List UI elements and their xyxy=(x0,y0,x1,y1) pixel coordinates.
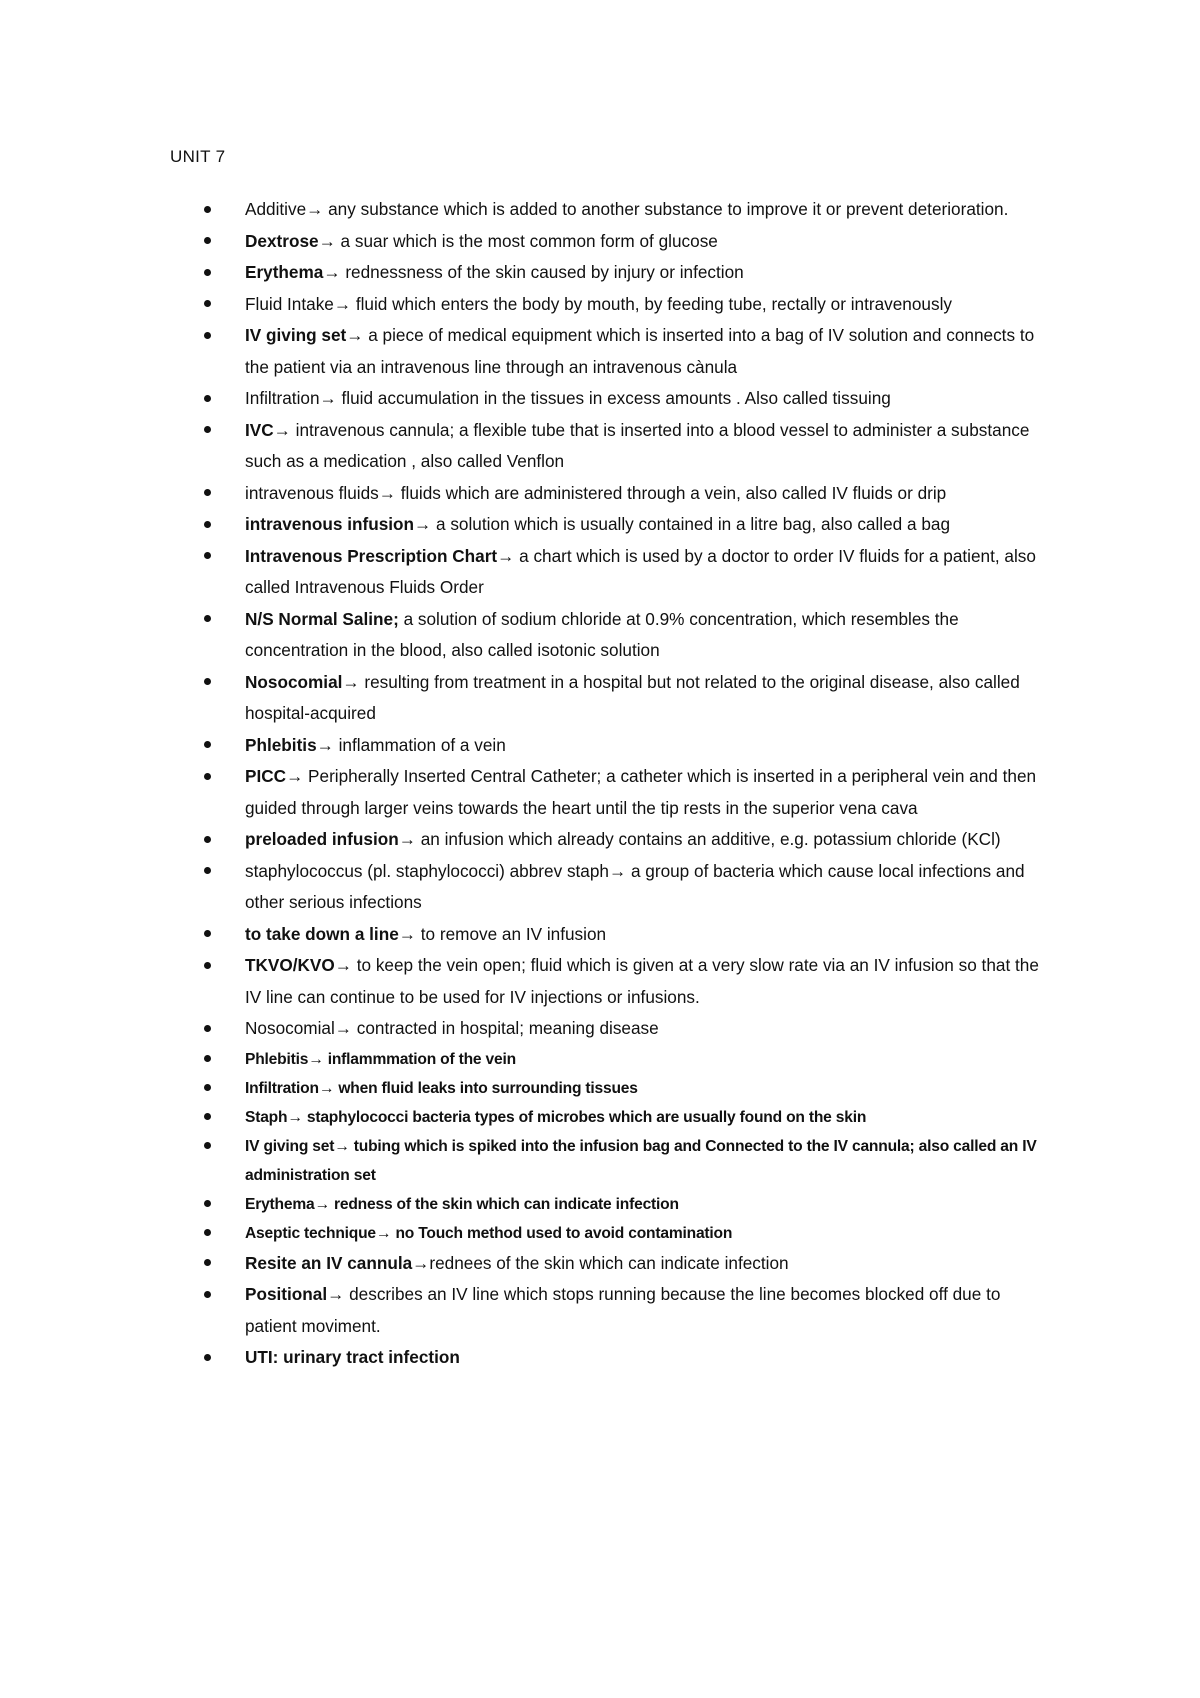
glossary-term: Erythema xyxy=(245,262,324,282)
glossary-definition: a chart which is used by a doctor to order IV fluids for a patient, also called Intravenous Fluids Order xyxy=(245,545,1036,597)
bullet-icon xyxy=(204,1279,212,1311)
arrow-icon: → xyxy=(398,923,421,944)
glossary-term: Infiltration xyxy=(245,388,320,408)
glossary-definition: to keep the vein open; fluid which is given at a very slow rate via an IV infusion so that the IV line can continue to be used for IV injections or infusions. xyxy=(245,955,1039,1007)
glossary-item xyxy=(245,289,1050,321)
glossary-item xyxy=(245,761,1050,824)
glossary-definition: tubing which is spiked into the infusion bag and Connected to the IV cannula; also called an IV administration set xyxy=(245,1137,1037,1184)
glossary-term: Infiltration xyxy=(245,1079,319,1097)
arrow-icon: → xyxy=(273,419,296,440)
arrow-icon: → xyxy=(287,1108,307,1126)
arrow-icon: → xyxy=(342,671,365,692)
glossary-definition: redness of the skin which can indicate infection xyxy=(334,1195,679,1213)
bullet-icon xyxy=(204,667,212,699)
arrow-icon: → xyxy=(318,230,341,251)
glossary-item xyxy=(245,730,1050,762)
glossary-item xyxy=(245,1248,1050,1280)
glossary-definition: inflammation of a vein xyxy=(338,734,506,755)
glossary-item xyxy=(245,1013,1050,1045)
glossary-item xyxy=(245,257,1050,289)
glossary-definition: resulting from treatment in a hospital but not related to the original disease, also called hospital-acquired xyxy=(245,671,1020,723)
glossary-definition: inflammmation of the vein xyxy=(327,1050,516,1068)
glossary-definition: any substance which is added to another substance to improve it or prevent deterioration. xyxy=(328,199,1009,219)
arrow-icon: → xyxy=(286,766,309,786)
arrow-icon: → xyxy=(398,829,421,849)
glossary-item xyxy=(245,604,1050,667)
glossary-definition: Peripherally Inserted Central Catheter; a catheter which is inserted in a peripheral vein and then guided through larger veins towards the heart until the tip rests in the superior vena cava xyxy=(245,766,1037,818)
bullet-icon xyxy=(204,1132,212,1161)
glossary-item xyxy=(245,415,1050,478)
bullet-icon xyxy=(204,761,212,793)
bullet-icon xyxy=(204,289,212,321)
arrow-icon: → xyxy=(346,325,369,345)
bullet-icon xyxy=(204,604,212,636)
glossary-definition: fluids which are administered through a vein, also called IV fluids or drip xyxy=(400,482,947,503)
glossary-term: to take down a line xyxy=(245,923,399,944)
arrow-icon: → xyxy=(306,199,329,219)
bullet-icon xyxy=(204,415,212,447)
glossary-term: staphylococcus (pl. staphylococci) abbrev staph xyxy=(245,860,609,881)
glossary-term: PICC xyxy=(245,766,287,786)
glossary-term: IV giving set xyxy=(245,325,347,345)
arrow-icon: → xyxy=(497,545,520,566)
glossary-definition: rednees of the skin which can indicate infection xyxy=(429,1252,789,1273)
glossary-item xyxy=(245,478,1050,510)
arrow-icon: → xyxy=(316,734,339,755)
glossary-item xyxy=(245,1103,1050,1132)
arrow-icon: → xyxy=(319,388,342,408)
glossary-definition: when fluid leaks into surrounding tissues xyxy=(338,1079,638,1097)
glossary-definition: a solution which is usually contained in a litre bag, also called a bag xyxy=(436,514,951,534)
glossary-term: Nosocomial xyxy=(245,671,343,692)
arrow-icon: → xyxy=(608,860,631,881)
bullet-icon xyxy=(204,1219,212,1248)
glossary-term: Phlebitis xyxy=(245,1050,309,1068)
glossary-term: Phlebitis xyxy=(245,734,317,755)
glossary-item xyxy=(245,194,1050,226)
bullet-icon xyxy=(204,1248,212,1280)
glossary-item xyxy=(245,226,1050,258)
arrow-icon: → xyxy=(375,1224,396,1242)
glossary-term: Intravenous Prescription Chart xyxy=(245,545,498,566)
glossary-item xyxy=(245,1045,1050,1074)
glossary-item xyxy=(245,541,1050,604)
arrow-icon: → xyxy=(333,293,356,314)
bullet-icon xyxy=(204,1342,212,1374)
arrow-icon: → xyxy=(314,1195,335,1213)
glossary-item xyxy=(245,320,1050,383)
arrow-icon: → xyxy=(334,1137,354,1155)
arrow-icon: → xyxy=(327,1284,350,1304)
glossary-item xyxy=(245,824,1050,856)
glossary-item xyxy=(245,1279,1050,1342)
glossary-item xyxy=(245,1342,1050,1374)
glossary-definition: a piece of medical equipment which is inserted into a bag of IV solution and connects to the patient via an intravenous line through an intravenous cànula xyxy=(245,325,1035,377)
bullet-icon xyxy=(204,1190,212,1219)
glossary-term: preloaded infusion xyxy=(245,829,399,849)
arrow-icon: → xyxy=(414,514,436,534)
glossary-item xyxy=(245,509,1050,541)
glossary-item xyxy=(245,1132,1050,1190)
glossary-term: TKVO/KVO xyxy=(245,955,335,975)
glossary-definition: no Touch method used to avoid contamination xyxy=(395,1224,733,1242)
glossary-term: intravenous fluids xyxy=(245,482,379,503)
arrow-icon: → xyxy=(412,1252,430,1273)
glossary-term: IV giving set xyxy=(245,1137,335,1155)
glossary-item xyxy=(245,667,1050,730)
bullet-icon xyxy=(204,1074,212,1103)
bullet-icon xyxy=(204,541,212,573)
bullet-icon xyxy=(204,226,212,258)
bullet-icon xyxy=(204,383,212,415)
glossary-term: UTI: urinary tract infection xyxy=(245,1347,460,1367)
glossary-term: intravenous infusion xyxy=(245,514,415,534)
glossary-definition: rednessness of the skin caused by injury or infection xyxy=(345,262,744,282)
arrow-icon: ; xyxy=(393,608,404,629)
glossary-definition: a suar which is the most common form of glucose xyxy=(340,230,718,251)
bullet-icon xyxy=(204,1103,212,1132)
arrow-icon: → xyxy=(323,262,346,282)
glossary-term: Erythema xyxy=(245,1195,315,1213)
glossary-term: Staph xyxy=(245,1108,288,1126)
glossary-term: Dextrose xyxy=(245,230,319,251)
glossary-term: IVC xyxy=(245,419,274,440)
bullet-icon xyxy=(204,856,212,888)
glossary-definition: intravenous cannula; a flexible tube that is inserted into a blood vessel to administer a substance such as a medication , also called Venflon xyxy=(245,419,1030,471)
page-heading: UNIT 7 xyxy=(170,147,226,166)
glossary-definition: staphylococci bacteria types of microbes which are usually found on the skin xyxy=(306,1108,867,1126)
arrow-icon: → xyxy=(378,482,401,503)
glossary-item xyxy=(245,383,1050,415)
bullet-icon xyxy=(204,509,212,541)
glossary-term: Nosocomial xyxy=(245,1018,335,1038)
bullet-icon xyxy=(204,194,212,226)
bullet-icon xyxy=(204,1013,212,1045)
bullet-icon xyxy=(204,824,212,856)
bullet-icon xyxy=(204,919,212,951)
glossary-item xyxy=(245,950,1050,1013)
glossary-term: N/S Normal Saline xyxy=(245,608,394,629)
glossary-item xyxy=(245,1190,1050,1219)
glossary-term: Positional xyxy=(245,1284,328,1304)
arrow-icon: → xyxy=(334,955,357,975)
glossary-definition: fluid which enters the body by mouth, by feeding tube, rectally or intravenously xyxy=(355,293,952,314)
bullet-icon xyxy=(204,1045,212,1074)
glossary-term: Fluid Intake xyxy=(245,293,334,314)
glossary-definition: contracted in hospital; meaning disease xyxy=(356,1018,659,1038)
glossary-item xyxy=(245,856,1050,919)
glossary-definition: to remove an IV infusion xyxy=(420,923,607,944)
arrow-icon: → xyxy=(334,1018,357,1038)
glossary-item xyxy=(245,919,1050,951)
arrow-icon: → xyxy=(318,1079,339,1097)
arrow-icon: → xyxy=(308,1050,328,1068)
glossary-term: Aseptic technique xyxy=(245,1224,376,1242)
glossary-term: Additive xyxy=(245,199,307,219)
glossary-definition: describes an IV line which stops running because the line becomes blocked off due to patient moviment. xyxy=(245,1284,1001,1336)
glossary-definition: a solution of sodium chloride at 0.9% concentration, which resembles the concentration in the blood, also called isotonic solution xyxy=(245,608,959,660)
glossary-item xyxy=(245,1219,1050,1248)
bullet-icon xyxy=(204,730,212,762)
bullet-icon xyxy=(204,478,212,510)
glossary-definition: a group of bacteria which cause local infections and other serious infections xyxy=(245,860,1025,912)
glossary-term: Resite an IV cannula xyxy=(245,1252,413,1273)
glossary-definition: an infusion which already contains an additive, e.g. potassium chloride (KCl) xyxy=(420,829,1001,849)
bullet-icon xyxy=(204,950,212,982)
glossary-definition: fluid accumulation in the tissues in excess amounts . Also called tissuing xyxy=(341,388,891,408)
glossary-list xyxy=(245,194,1050,1374)
bullet-icon xyxy=(204,320,212,352)
glossary-item xyxy=(245,1074,1050,1103)
bullet-icon xyxy=(204,257,212,289)
